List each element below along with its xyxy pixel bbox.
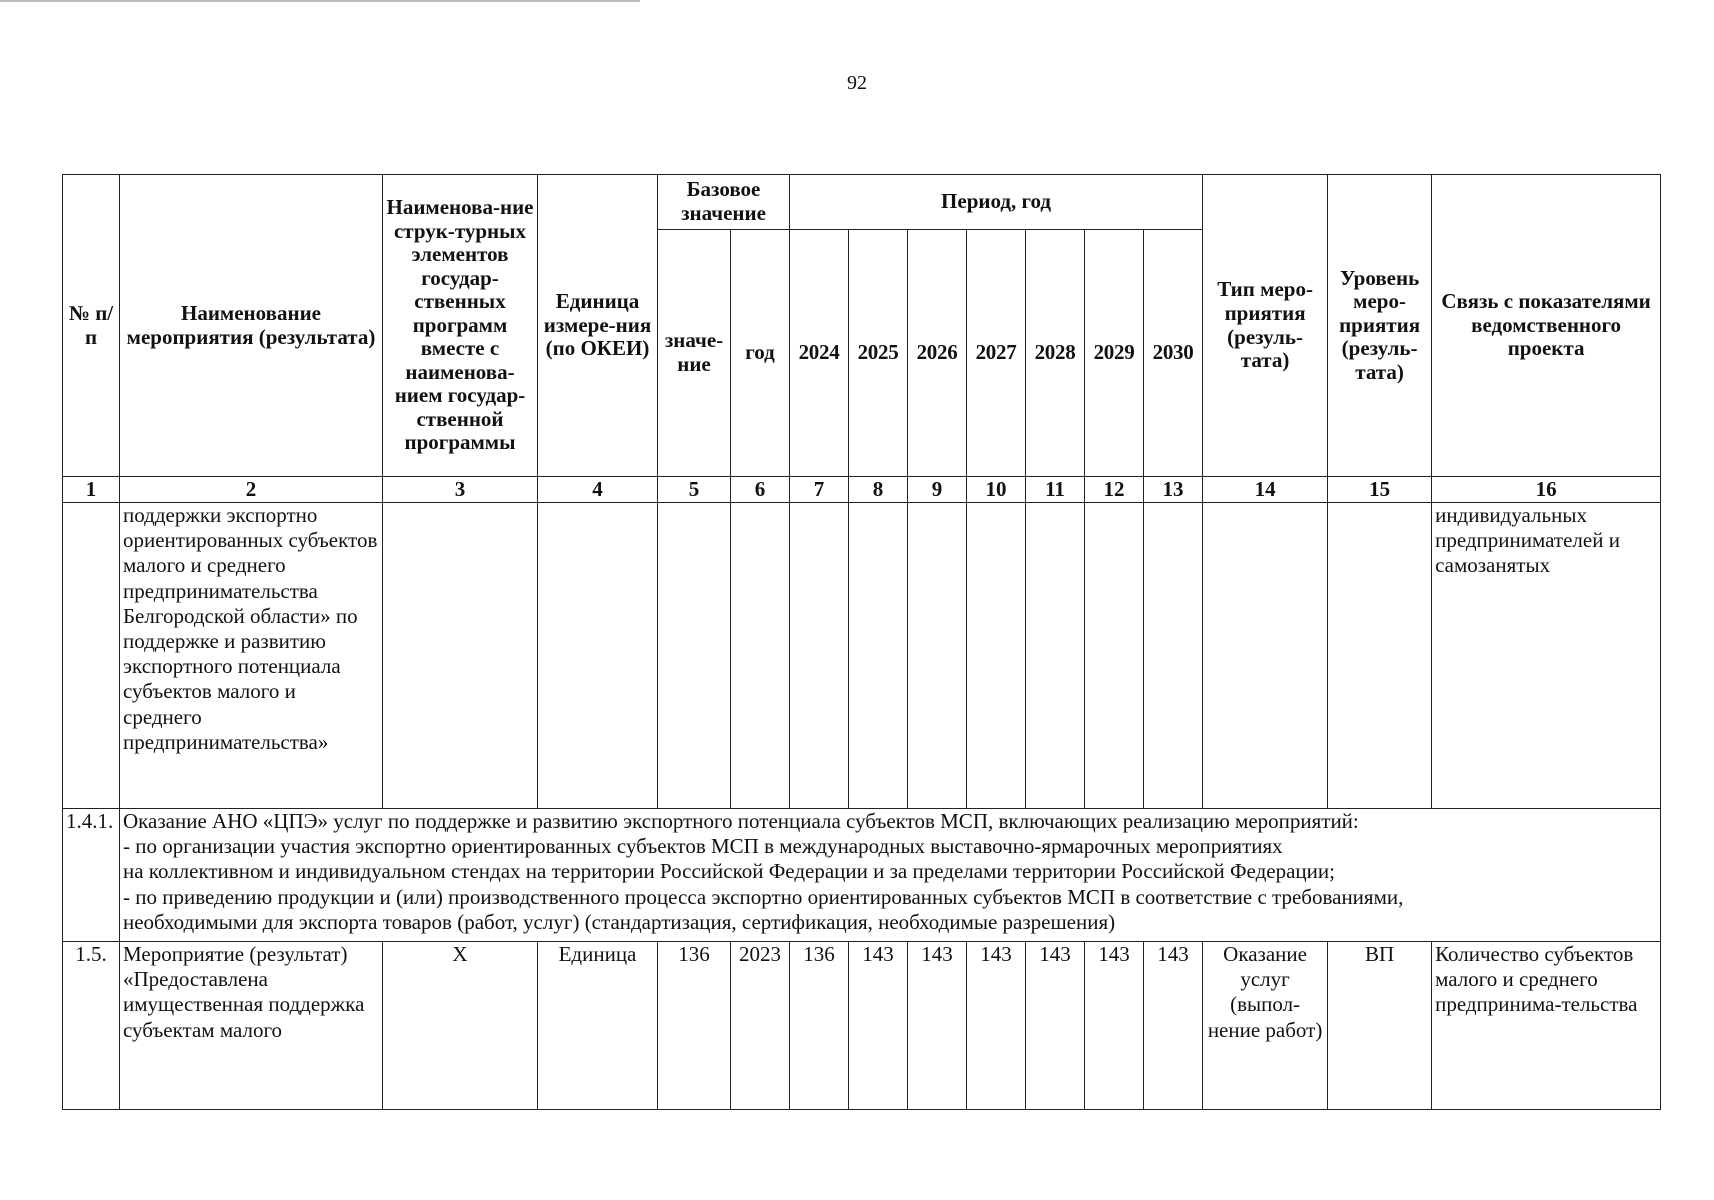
- column-number: 4: [538, 477, 658, 503]
- header-year-2026: 2026: [908, 230, 967, 477]
- column-number: 8: [849, 477, 908, 503]
- cell-value-2024: 136: [790, 942, 849, 1110]
- column-number: 2: [120, 477, 383, 503]
- cell-empty: [1328, 503, 1432, 809]
- cell-project-link: Количество субъектов малого и среднего предпринима-тельства: [1432, 942, 1661, 1110]
- header-base-value: значе-ние: [658, 230, 731, 477]
- cell-empty: [63, 503, 120, 809]
- column-number: 16: [1432, 477, 1661, 503]
- cell-project-link: индивидуальных предпринимателей и самозанятых: [1432, 503, 1661, 809]
- column-number: 3: [383, 477, 538, 503]
- cell-empty: [1026, 503, 1085, 809]
- header-measure-level: Уровень меро-приятия (резуль-тата): [1328, 175, 1432, 477]
- header-year-2024: 2024: [790, 230, 849, 477]
- header-period-group: Период, год: [790, 175, 1203, 230]
- description-line: необходимыми для экспорта товаров (работ, услуг) (стандартизация, сертификация, необходимые разрешения): [123, 909, 1116, 934]
- page-number: 92: [847, 72, 867, 94]
- header-structural-elements: Наименова-ние струк-турных элементов государ-ственных программ вместе с наименова-нием государ-ственной программы: [383, 175, 538, 477]
- header-base-year: год: [731, 230, 790, 477]
- column-number: 1: [63, 477, 120, 503]
- cell-measure-description: [120, 809, 1661, 942]
- cell-measure-name: поддержки экспортно ориентированных субъектов малого и среднего предпринимательства Белгородской области» по поддержке и развитию экспортного потенциала субъектов малого и среднего предпринимательства»: [120, 503, 383, 809]
- column-number: 12: [1085, 477, 1144, 503]
- cell-empty: [1085, 503, 1144, 809]
- header-year-2025: 2025: [849, 230, 908, 477]
- column-numbers-row: [63, 477, 1661, 503]
- cell-measure-name: Мероприятие (результат) «Предоставлена имущественная поддержка субъектам малого: [120, 942, 383, 1110]
- cell-empty: [658, 503, 731, 809]
- table-row-1-5: [63, 942, 1661, 1110]
- cell-empty: [1203, 503, 1328, 809]
- column-number: 10: [967, 477, 1026, 503]
- cell-structural-elements: Х: [383, 942, 538, 1110]
- cell-row-number: 1.5.: [63, 942, 120, 1110]
- description-line: - по организации участия экспортно ориентированных субъектов МСП в международных выставочно-ярмарочных мероприятиях: [123, 834, 1283, 859]
- header-unit: Единица измере-ния (по ОКЕИ): [538, 175, 658, 477]
- table-row-1-4-1: [63, 809, 1661, 942]
- column-number: 11: [1026, 477, 1085, 503]
- cell-measure-type: Оказание услуг (выпол-нение работ): [1203, 942, 1328, 1110]
- scan-edge-line: [0, 0, 640, 2]
- cell-value-2028: 143: [1026, 942, 1085, 1110]
- cell-base-year: 2023: [731, 942, 790, 1110]
- header-measure-type: Тип меро-приятия (резуль-тата): [1203, 175, 1328, 477]
- cell-empty: [849, 503, 908, 809]
- column-number: 5: [658, 477, 731, 503]
- column-number: 9: [908, 477, 967, 503]
- measures-table: [62, 174, 1661, 1110]
- column-number: 14: [1203, 477, 1328, 503]
- header-year-2029: 2029: [1085, 230, 1144, 477]
- header-year-2027: 2027: [967, 230, 1026, 477]
- cell-unit: Единица: [538, 942, 658, 1110]
- column-number: 6: [731, 477, 790, 503]
- header-row-top: [63, 175, 1661, 230]
- header-year-2028: 2028: [1026, 230, 1085, 477]
- description-line: - по приведению продукции и (или) производственного процесса экспортно ориентированных субъектов МСП в соответствие с требованиями,: [123, 884, 1404, 909]
- description-line: на коллективном и индивидуальном стендах на территории Российской Федерации и за пределами территории Российской Федерации;: [123, 859, 1335, 884]
- cell-value-2029: 143: [1085, 942, 1144, 1110]
- column-number: 7: [790, 477, 849, 503]
- cell-empty: [1144, 503, 1203, 809]
- header-project-link: Связь с показателями ведомственного проекта: [1432, 175, 1661, 477]
- cell-measure-level: ВП: [1328, 942, 1432, 1110]
- description-line: Оказание АНО «ЦПЭ» услуг по поддержке и развитию экспортного потенциала субъектов МСП, включающих реализацию мероприятий:: [123, 809, 1359, 833]
- cell-value-2025: 143: [849, 942, 908, 1110]
- header-base-value-group: Базовое значение: [658, 175, 790, 230]
- column-number: 15: [1328, 477, 1432, 503]
- table-row-continuation: [63, 503, 1661, 809]
- cell-empty: [383, 503, 538, 809]
- cell-base-value: 136: [658, 942, 731, 1110]
- cell-value-2030: 143: [1144, 942, 1203, 1110]
- column-number: 13: [1144, 477, 1203, 503]
- header-year-2030: 2030: [1144, 230, 1203, 477]
- cell-value-2027: 143: [967, 942, 1026, 1110]
- cell-row-number: 1.4.1.: [63, 809, 120, 942]
- cell-empty: [908, 503, 967, 809]
- cell-empty: [967, 503, 1026, 809]
- header-number: № п/п: [63, 175, 120, 477]
- cell-empty: [538, 503, 658, 809]
- cell-empty: [790, 503, 849, 809]
- cell-value-2026: 143: [908, 942, 967, 1110]
- header-measure-name: Наименование мероприятия (результата): [120, 175, 383, 477]
- cell-empty: [731, 503, 790, 809]
